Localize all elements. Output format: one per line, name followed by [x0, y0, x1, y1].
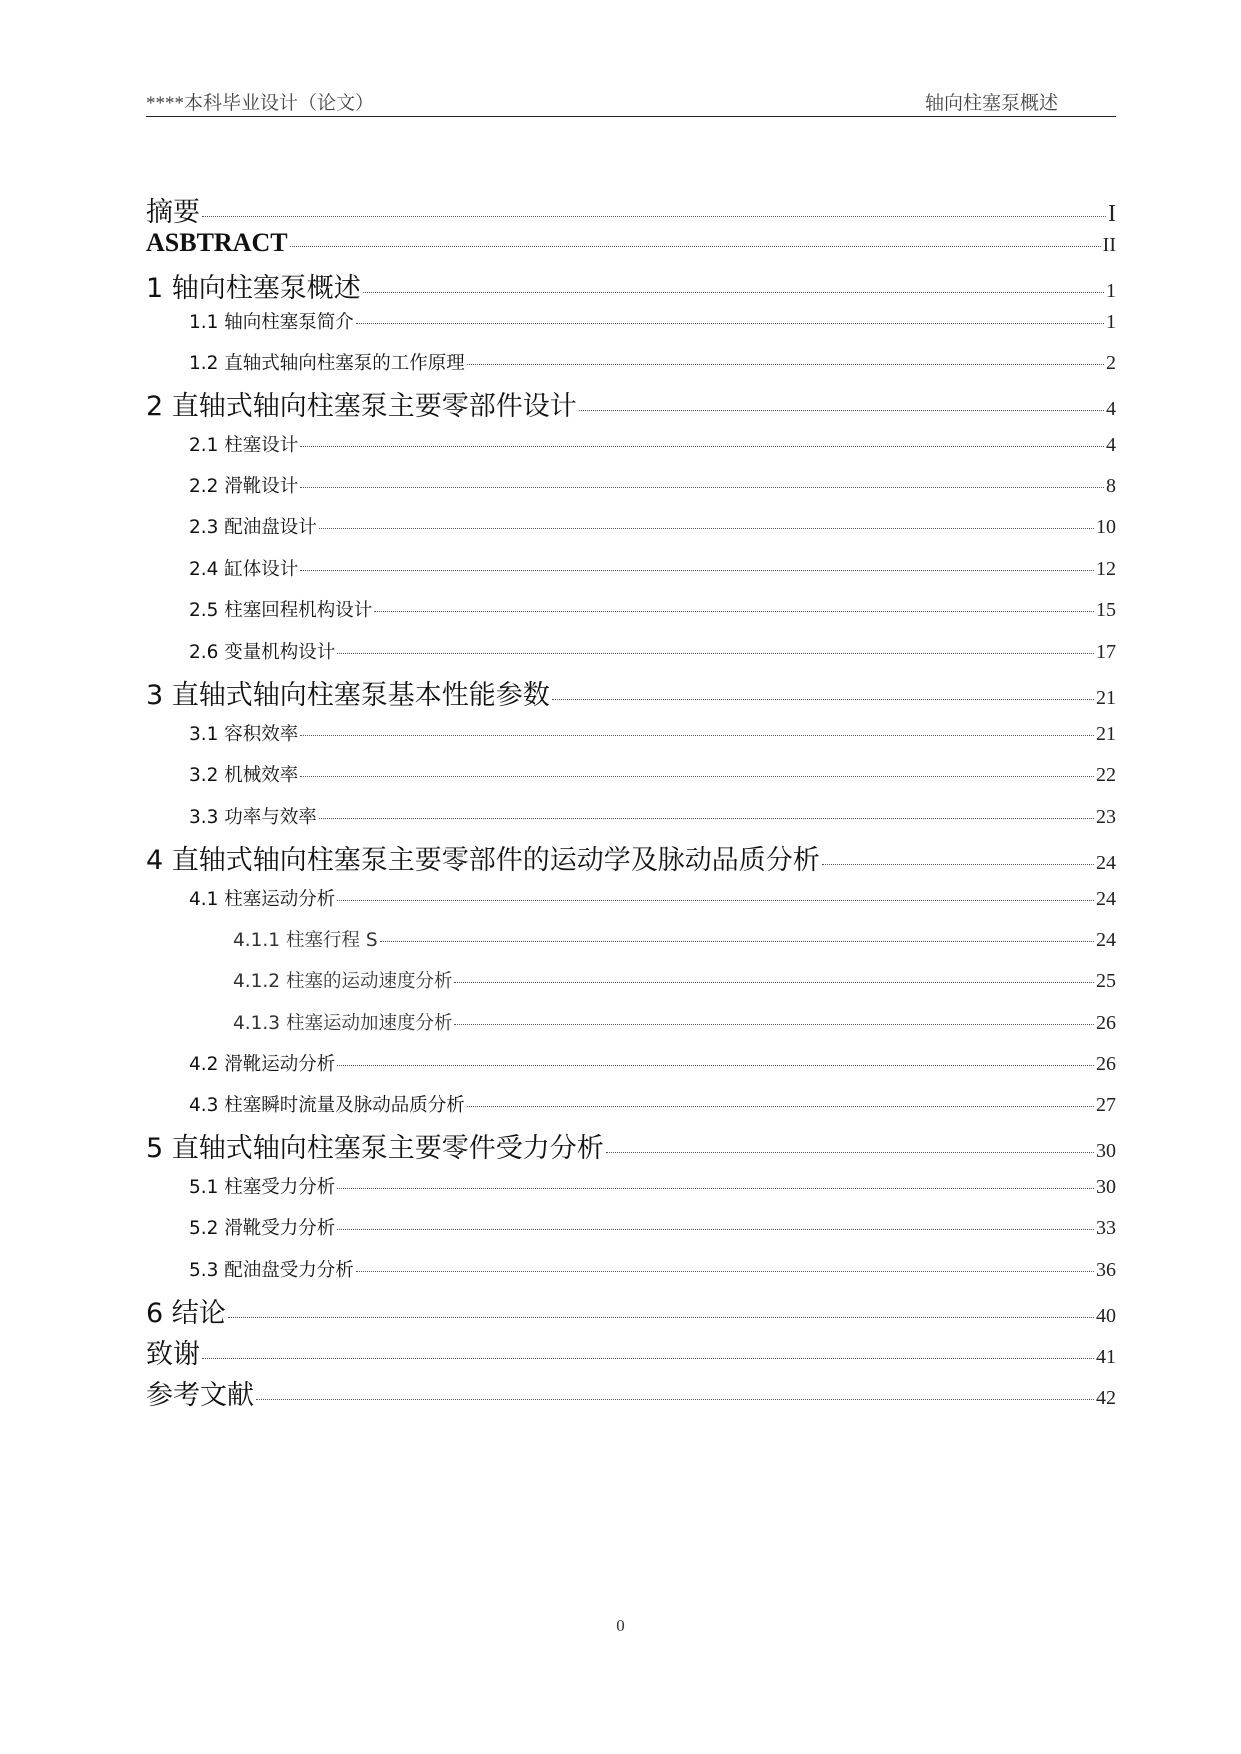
toc-entry[interactable]: [146, 638, 1116, 664]
toc-entry-title: 3 直轴式轴向柱塞泵基本性能参数: [146, 680, 550, 711]
toc-entry-title: 5.1 柱塞受力分析: [189, 1177, 336, 1198]
toc-dot-leader: [290, 246, 1101, 247]
toc-dot-leader: [202, 216, 1106, 217]
toc-dot-leader: [337, 900, 1094, 901]
toc-dot-leader: [337, 653, 1094, 654]
toc-entry-title: 2.3 配油盘设计: [189, 517, 317, 538]
toc-entry-title: 3.1 容积效率: [189, 724, 299, 745]
toc-dot-leader: [454, 982, 1094, 983]
toc-entry-page: I: [1108, 201, 1116, 227]
toc-entry-title: 3.3 功率与效率: [189, 807, 317, 828]
toc-entry[interactable]: [146, 1214, 1116, 1240]
toc-entry-page: 24: [1096, 852, 1116, 874]
toc-entry[interactable]: [146, 190, 1116, 229]
toc-entry-page: 33: [1096, 1217, 1116, 1239]
toc-dot-leader: [822, 864, 1094, 865]
toc-entry-page: 42: [1096, 1387, 1116, 1409]
toc-entry-title: 2.2 滑靴设计: [189, 476, 299, 497]
toc-entry-title: 5.2 滑靴受力分析: [189, 1218, 336, 1239]
toc-dot-leader: [606, 1152, 1094, 1153]
toc-entry-title: 1.1 轴向柱塞泵简介: [189, 312, 354, 333]
toc-entry-page: 24: [1096, 888, 1116, 910]
toc-entry-title: 4 直轴式轴向柱塞泵主要零部件的运动学及脉动品质分析: [146, 845, 820, 876]
toc-entry-title: 6 结论: [146, 1298, 226, 1329]
toc-entry[interactable]: [146, 1373, 1116, 1412]
toc-entry-title: 2.4 缸体设计: [189, 559, 299, 580]
toc-entry-title: 4.1 柱塞运动分析: [189, 889, 336, 910]
toc-entry[interactable]: [146, 1050, 1116, 1076]
toc-entry[interactable]: [146, 1009, 1116, 1035]
toc-entry[interactable]: [146, 513, 1116, 539]
toc-dot-leader: [356, 323, 1104, 324]
toc-entry[interactable]: [146, 308, 1116, 334]
toc-dot-leader: [467, 1106, 1094, 1107]
toc-entry-title: 3.2 机械效率: [189, 765, 299, 786]
toc-dot-leader: [337, 1065, 1094, 1066]
toc-entry-title: 4.2 滑靴运动分析: [189, 1054, 336, 1075]
toc-entry[interactable]: [146, 720, 1116, 746]
toc-dot-leader: [552, 699, 1094, 700]
toc-entry[interactable]: [146, 1291, 1116, 1330]
toc-entry-page: 12: [1096, 558, 1116, 580]
toc-entry-page: 15: [1096, 599, 1116, 621]
toc-dot-leader: [300, 735, 1094, 736]
toc-entry[interactable]: [146, 838, 1116, 877]
toc-dot-leader: [579, 410, 1104, 411]
page-number: 0: [616, 1616, 625, 1635]
toc-entry-page: 17: [1096, 641, 1116, 663]
toc-entry-title: 1.2 直轴式轴向柱塞泵的工作原理: [189, 353, 465, 374]
toc-entry-title: 4.1.2 柱塞的运动速度分析: [233, 971, 453, 992]
toc-entry-page: 40: [1096, 1305, 1116, 1327]
toc-entry-title: 4.1.1 柱塞行程 S: [233, 930, 378, 951]
toc-entry-page: 23: [1096, 806, 1116, 828]
toc-entry[interactable]: [146, 926, 1116, 952]
toc-entry-page: 26: [1096, 1053, 1116, 1075]
toc-dot-leader: [319, 528, 1094, 529]
toc-dot-leader: [300, 446, 1104, 447]
toc-entry-title: 2.6 变量机构设计: [189, 642, 336, 663]
toc-entry[interactable]: [146, 967, 1116, 993]
toc-entry[interactable]: [146, 431, 1116, 457]
toc-entry-title: 致谢: [146, 1339, 200, 1370]
toc-entry-title: 2.5 柱塞回程机构设计: [189, 600, 373, 621]
toc-entry[interactable]: [146, 1173, 1116, 1199]
toc-entry[interactable]: [146, 885, 1116, 911]
toc-entry-page: 8: [1106, 475, 1116, 497]
toc-entry-title: ASBTRACT: [146, 228, 288, 257]
toc-entry-page: 26: [1096, 1012, 1116, 1034]
toc-entry-title: 4.3 柱塞瞬时流量及脉动品质分析: [189, 1095, 465, 1116]
toc-entry[interactable]: [146, 266, 1116, 305]
toc-entry-page: II: [1102, 234, 1116, 256]
toc-entry-title: 4.1.3 柱塞运动加速度分析: [233, 1013, 453, 1034]
toc-entry[interactable]: [146, 1256, 1116, 1282]
toc-entry-page: 27: [1096, 1094, 1116, 1116]
toc-entry-page: 10: [1096, 516, 1116, 538]
toc-entry-page: 22: [1096, 764, 1116, 786]
toc-entry-page: 30: [1096, 1176, 1116, 1198]
toc-entry[interactable]: [146, 228, 1116, 258]
toc-entry-title: 1 轴向柱塞泵概述: [146, 273, 361, 304]
toc-entry-title: 参考文献: [146, 1380, 254, 1411]
toc-entry[interactable]: [146, 384, 1116, 423]
toc-entry[interactable]: [146, 1126, 1116, 1165]
toc-entry-title: 2 直轴式轴向柱塞泵主要零部件设计: [146, 391, 577, 422]
header-left-text: ****本科毕业设计（论文）: [146, 93, 375, 114]
toc-entry-title: 摘要: [146, 197, 200, 228]
toc-entry[interactable]: [146, 803, 1116, 829]
toc-entry-page: 21: [1096, 723, 1116, 745]
toc-dot-leader: [256, 1399, 1094, 1400]
toc-dot-leader: [467, 364, 1104, 365]
toc-entry[interactable]: [146, 596, 1116, 622]
toc-dot-leader: [300, 570, 1094, 571]
toc-entry-page: 2: [1106, 352, 1116, 374]
toc-entry-page: 1: [1106, 311, 1116, 333]
toc-entry[interactable]: [146, 1091, 1116, 1117]
toc-entry[interactable]: [146, 472, 1116, 498]
toc-dot-leader: [374, 611, 1094, 612]
toc-dot-leader: [356, 1271, 1094, 1272]
toc-dot-leader: [202, 1358, 1094, 1359]
toc-dot-leader: [380, 941, 1094, 942]
toc-dot-leader: [300, 776, 1094, 777]
toc-dot-leader: [454, 1024, 1094, 1025]
toc-entry[interactable]: [146, 673, 1116, 712]
toc-dot-leader: [300, 487, 1104, 488]
toc-entry-page: 24: [1096, 929, 1116, 951]
toc-entry-page: 1: [1106, 280, 1116, 302]
toc-entry[interactable]: [146, 1332, 1116, 1371]
toc-dot-leader: [337, 1188, 1094, 1189]
toc-entry-page: 21: [1096, 687, 1116, 709]
toc-entry[interactable]: [146, 349, 1116, 375]
page-header: [146, 86, 1116, 117]
toc-entry[interactable]: [146, 555, 1116, 581]
toc-entry-title: 5.3 配油盘受力分析: [189, 1260, 354, 1281]
toc-dot-leader: [337, 1229, 1094, 1230]
toc-dot-leader: [228, 1317, 1094, 1318]
toc-entry-page: 30: [1096, 1140, 1116, 1162]
toc-entry-page: 4: [1106, 434, 1116, 456]
toc-entry-title: 5 直轴式轴向柱塞泵主要零件受力分析: [146, 1133, 604, 1164]
header-right-text: 轴向柱塞泵概述: [924, 93, 1058, 114]
toc-entry-title: 2.1 柱塞设计: [189, 435, 299, 456]
toc-entry-page: 25: [1096, 970, 1116, 992]
toc-entry[interactable]: [146, 761, 1116, 787]
toc-entry-page: 4: [1106, 398, 1116, 420]
toc-entry-page: 36: [1096, 1259, 1116, 1281]
toc-dot-leader: [363, 292, 1104, 293]
toc-dot-leader: [319, 818, 1094, 819]
toc-entry-page: 41: [1096, 1346, 1116, 1368]
